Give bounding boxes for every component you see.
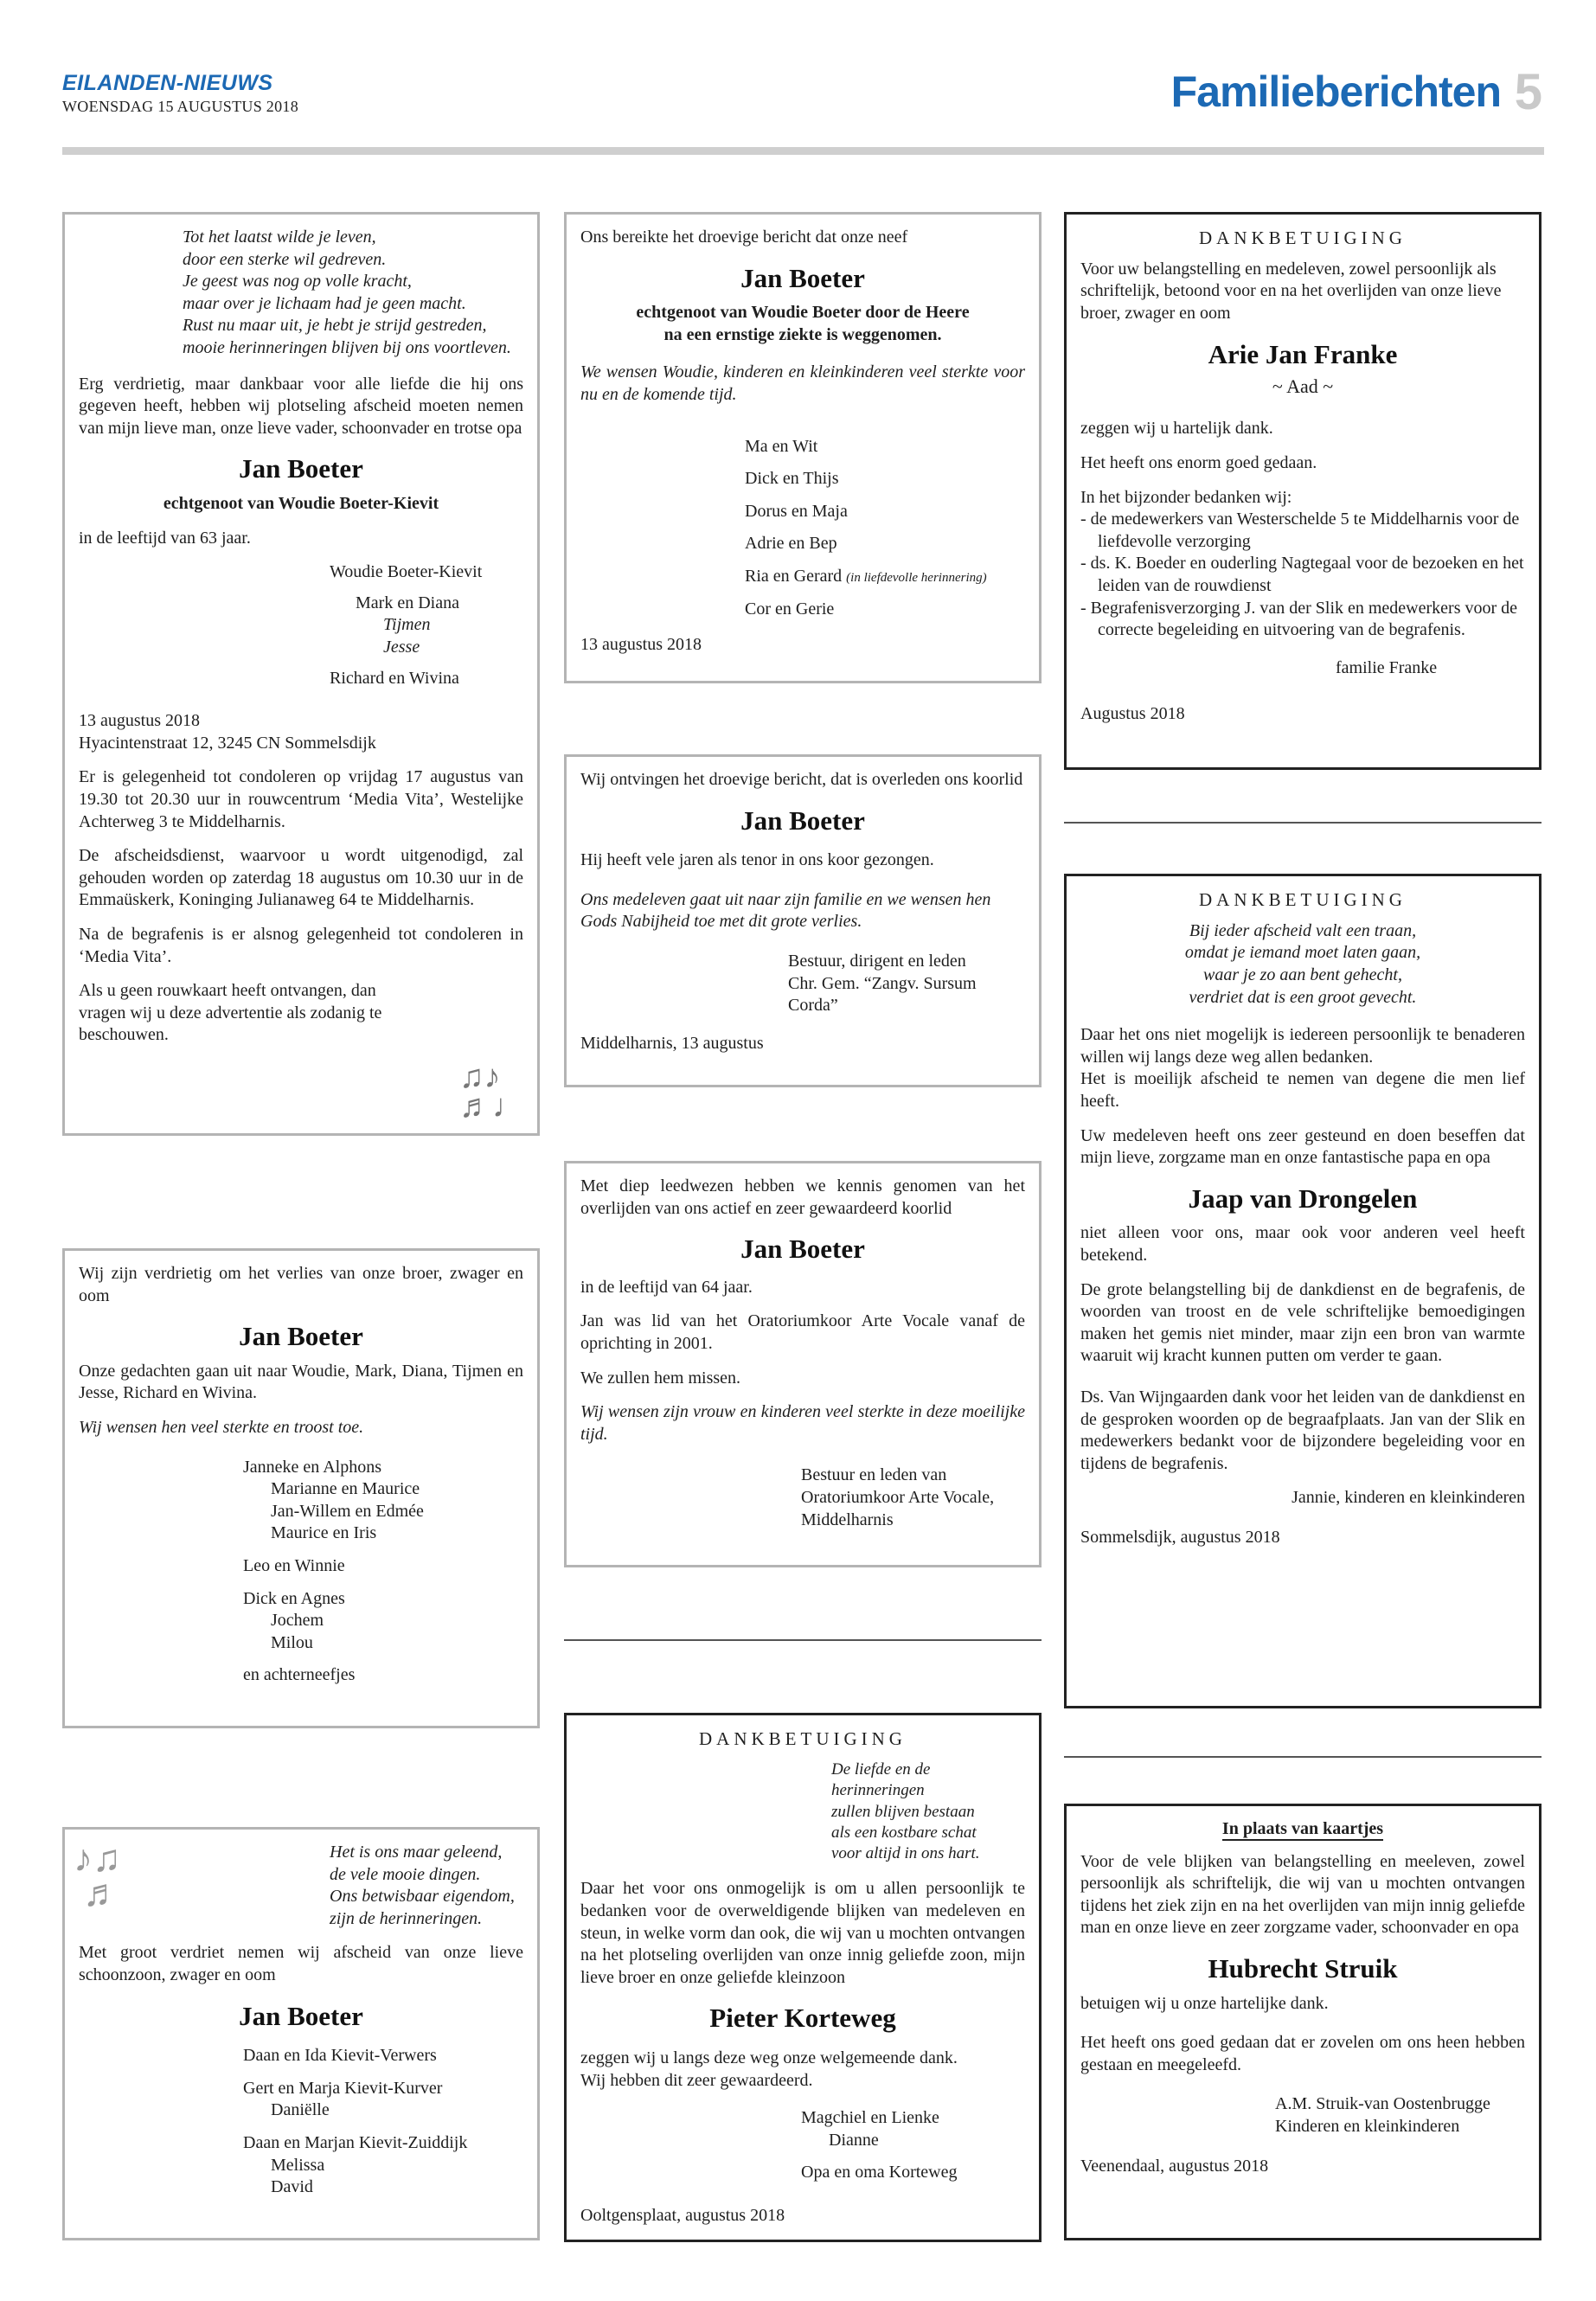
masthead-logo: EILANDEN-NIEUWS xyxy=(62,71,273,95)
family-member: Melissa xyxy=(271,2155,325,2175)
signature-line: Oratoriumkoor Arte Vocale, xyxy=(801,1488,995,1508)
special-thanks-text: In het bijzonder bedanken wij: xyxy=(1080,487,1292,507)
intro-text: Erg verdrietig, maar dankbaar voor alle liefde die hij ons gegeven heeft, hebben wij plotseling afscheid moeten nemen van mijn lieve man, onze lieve vader, schoonvader en trotse opa xyxy=(79,374,523,438)
card-notice: Als u geen rouwkaart heeft ontvangen, dan vragen wij u deze advertentie als zodanig te beschouwen. xyxy=(79,981,382,1045)
family-list xyxy=(79,2045,523,2199)
signature-line: Dianne xyxy=(829,2130,879,2150)
signature xyxy=(580,1465,1025,1531)
deceased-name: Pieter Korteweg xyxy=(709,2003,896,2034)
family-list xyxy=(79,561,523,689)
poem-line: Ons betwisbaar eigendom, xyxy=(330,1887,515,1907)
miss-text: We zullen hem missen. xyxy=(580,1368,741,1388)
page-number: 5 xyxy=(1514,64,1542,120)
thanks-text xyxy=(580,2048,1025,2092)
poem-line: de vele mooie dingen. xyxy=(330,1864,481,1884)
deceased-name: Arie Jan Franke xyxy=(1208,338,1398,369)
heading: DANKBETUIGING xyxy=(1199,228,1407,248)
date: 13 augustus 2018 xyxy=(580,635,702,655)
signature-line: Opa en oma Korteweg xyxy=(801,2163,958,2182)
subtitle-line: na een ernstige ziekte is weggenomen. xyxy=(663,324,942,344)
intro-text: Voor uw belangstelling en medeleven, zowel persoonlijk als schriftelijk, betoond voor en na het overlijden van onze lieve broer, zwager en oom xyxy=(1080,259,1502,324)
signature-line: Bestuur, dirigent en leden xyxy=(788,952,966,971)
poem-line: zullen blijven bestaan xyxy=(831,1802,975,1821)
family-member xyxy=(745,566,1025,588)
signature-line: Kinderen en kleinkinderen xyxy=(1275,2117,1460,2137)
family-member: Adrie en Bep xyxy=(745,534,837,554)
thank-you-ad-struik xyxy=(1064,1804,1542,2240)
obituary-ad-siblings xyxy=(62,1248,540,1728)
minister-thanks-text: Ds. Van Wijngaarden dank voor het leiden van de dankdienst en de gesproken woorden op de begraafplaats. Jan van der Slik en medewerkers bedankt voor de bijzondere begeleiding voor en tijdens de begrafenis. xyxy=(1080,1388,1525,1473)
family-member: Daan en Ida Kievit-Verwers xyxy=(243,2046,437,2066)
age-text: in de leeftijd van 63 jaar. xyxy=(79,528,251,548)
family-member: Milou xyxy=(271,1632,313,1652)
age-text: in de leeftijd van 64 jaar. xyxy=(580,1277,753,1297)
poem-line: waar je zo aan bent gehecht, xyxy=(1203,965,1402,985)
thanks-bullet: - de medewerkers van Westerschelde 5 te Middelharnis voor de liefdevolle verzorging xyxy=(1080,510,1520,551)
obituary-ad-in-laws xyxy=(62,1827,540,2240)
poem-line: De liefde en de herinneringen xyxy=(831,1759,931,1800)
family-member: Dick en Thijs xyxy=(745,469,839,489)
family-member: Daniëlle xyxy=(271,2100,330,2120)
deceased-name: Jan Boeter xyxy=(239,453,363,484)
column-separator xyxy=(1064,822,1542,824)
wish-text: Wij wensen zijn vrouw en kinderen veel sterkte in deze moeilijke tijd. xyxy=(580,1402,1025,1444)
poem-line: als een kostbare schat xyxy=(831,1823,977,1842)
family-member: David xyxy=(271,2177,313,2197)
poem-line: Bij ieder afscheid valt een traan, xyxy=(1189,920,1417,940)
family-member: en achterneefjes xyxy=(243,1665,356,1685)
poem-line: maar over je lichaam had je geen macht. xyxy=(183,293,466,313)
thank-you-ad-van-drongelen xyxy=(1064,874,1542,1708)
poem-line: Je geest was nog op volle kracht, xyxy=(183,272,412,292)
poem xyxy=(1080,920,1525,1009)
deceased-name: Jan Boeter xyxy=(740,1234,865,1265)
after-burial-info: Na de begrafenis is er alsnog gelegenheid tot condoleren in ‘Media Vita’. xyxy=(79,924,523,966)
family-member: Leo en Winnie xyxy=(243,1556,345,1576)
poem-line: zijn de herinneringen. xyxy=(330,1908,483,1928)
thank-you-ad-korteweg xyxy=(564,1713,1042,2242)
family-member: Cor en Gerie xyxy=(745,599,835,619)
deceased-name: Hubrecht Struik xyxy=(1208,1952,1398,1984)
family-member: Tijmen xyxy=(383,615,431,635)
thanks-bullet: - ds. K. Boeder en ouderling Nagtegaal voor de bezoeken en het leiden van de rouwdienst xyxy=(1080,554,1524,596)
condolence-info: Er is gelegenheid tot condoleren op vrijdag 17 augustus van 19.30 tot 20.30 uur in rouwcentrum ‘Media Vita’, Westelijke Achterweg 3 te Middelharnis. xyxy=(79,767,523,831)
column-separator xyxy=(564,1639,1042,1641)
thank-you-ad-franke xyxy=(1064,212,1542,770)
date: Middelharnis, 13 augustus xyxy=(580,1033,764,1053)
signature-line: Magchiel en Lienke xyxy=(801,2108,939,2128)
family-member: Marianne en Maurice xyxy=(271,1479,420,1499)
family-member: Dick en Agnes xyxy=(243,1588,345,1608)
signature xyxy=(580,951,1025,1017)
poem-line: voor altijd in ons hart. xyxy=(831,1844,980,1863)
thanks-line: zeggen wij u langs deze weg onze welgemeende dank. xyxy=(580,2048,958,2068)
memorial-note: (in liefdevolle herinnering) xyxy=(846,571,987,586)
signature: Jannie, kinderen en kleinkinderen xyxy=(1292,1488,1525,1508)
support-text: Uw medeleven heeft ons zeer gesteund en doen beseffen dat mijn lieve, zorgzame man en onze fantastische papa en opa xyxy=(1080,1125,1525,1168)
interest-text: De grote belangstelling bij de dankdienst en de begrafenis, de woorden van troost en de vele schriftelijke bemoedigingen maken het gemis niet minder, maar zijn een bron van warmte waaruit wij kracht kunnen putten om verder te gaan. xyxy=(1080,1279,1525,1366)
family-member: Janneke en Alphons xyxy=(243,1457,381,1477)
tenor-text: Hij heeft vele jaren als tenor in ons koor gezongen. xyxy=(580,850,934,870)
thanks-text: zeggen wij u hartelijk dank. xyxy=(1080,419,1273,439)
service-info: De afscheidsdienst, waarvoor u wordt uitgenodigd, zal gehouden worden op zaterdag 18 augustus om 10.30 uur in de Emmaüskerk, Koninging Julianaweg 64 te Middelharnis. xyxy=(79,846,523,910)
support-text: Het heeft ons goed gedaan dat er zovelen om ons heen hebben gestaan en meegeleefd. xyxy=(1080,2033,1525,2074)
effect-text: Het heeft ons enorm goed gedaan. xyxy=(1080,453,1317,473)
family-member: Woudie Boeter-Kievit xyxy=(330,562,483,582)
obituary-ad-choir-sursum-corda xyxy=(564,754,1042,1087)
family-member-name: Ria en Gerard xyxy=(745,567,843,586)
signature: familie Franke xyxy=(1336,657,1438,677)
membership-text: Jan was lid van het Oratoriumkoor Arte Vocale vanaf de oprichting in 2001. xyxy=(580,1311,1025,1354)
intro-text: Voor de vele blijken van belangstelling en meeleven, zowel persoonlijk als schriftelijk, die wij van u mochten ontvangen tijdens het ziek zijn en na het overlijden van mijn innig geliefde man en onze lieve en zeer zorgzame vader, schoonvader en opa xyxy=(1080,1851,1525,1938)
heading xyxy=(1080,1818,1525,1841)
address: Hyacintenstraat 12, 3245 CN Sommelsdijk xyxy=(79,733,376,753)
poem-line: Het is ons maar geleend, xyxy=(330,1843,503,1862)
obituary-ad-nephew xyxy=(564,212,1042,683)
farewell-text: Het is moeilijk afscheid te nemen van degene die men lief heeft. xyxy=(1080,1069,1525,1112)
family-member: Jan-Willem en Edmée xyxy=(271,1501,424,1521)
intro-text: Met diep leedwezen hebben we kennis genomen van het overlijden van ons actief en zeer gewaardeerd koorlid xyxy=(580,1176,1025,1218)
deceased-name: Jaap van Drongelen xyxy=(1188,1183,1418,1214)
intro-text: Daar het voor ons onmogelijk is om u allen persoonlijk te bedanken voor de overweldigende blijken van medeleven en steun, in welke vorm dan ook, die wij van u mochten ontvangen na het plotseling overlijden van onze innig geliefde zoon, mijn lieve broer en onze geliefde kleinzoon xyxy=(580,1879,1025,1987)
heading-text: In plaats van kaartjes xyxy=(1222,1819,1383,1841)
intro-text: Ons bereikte het droevige bericht dat onze neef xyxy=(580,228,908,247)
nickname: ~ Aad ~ xyxy=(1272,375,1334,398)
wish-text: Ons medeleven gaat uit naar zijn familie en we wensen hen Gods Nabijheid toe met dit grote verlies. xyxy=(580,889,991,932)
intro-text: Wij zijn verdrietig om het verlies van onze broer, zwager en oom xyxy=(79,1264,523,1305)
subtitle xyxy=(580,302,1025,346)
section-title: Familieberichten xyxy=(1170,67,1501,116)
family-member: Mark en Diana xyxy=(356,593,459,612)
subtitle-line: echtgenoot van Woudie Boeter door de Heere xyxy=(636,303,970,323)
thoughts-text: Onze gedachten gaan uit naar Woudie, Mark, Diana, Tijmen en Jesse, Richard en Wivina. xyxy=(79,1361,523,1403)
poem xyxy=(79,1842,523,1930)
subtitle: echtgenoot van Woudie Boeter-Kievit xyxy=(163,494,439,514)
family-member: Richard en Wivina xyxy=(330,668,459,688)
wish-text: Wij wensen hen veel sterkte en troost toe. xyxy=(79,1418,364,1438)
music-notes-icon: ♪♫ ♬ xyxy=(74,1837,121,1914)
signature-line: A.M. Struik-van Oostenbrugge xyxy=(1275,2094,1490,2114)
thanks-text: betuigen wij u onze hartelijke dank. xyxy=(1080,1993,1329,2013)
family-member: Daan en Marjan Kievit-Zuiddijk xyxy=(243,2133,468,2153)
deceased-name: Jan Boeter xyxy=(239,1321,363,1352)
signature xyxy=(580,2107,1025,2184)
deceased-name: Jan Boeter xyxy=(740,262,865,293)
wish-text: We wensen Woudie, kinderen en kleinkinderen veel sterkte voor nu en de komende tijd. xyxy=(580,362,1025,405)
thanks-bullet: - Begrafenisverzorging J. van der Slik en medewerkers voor de correcte begeleiding en uitvoering van de begrafenis. xyxy=(1080,598,1518,640)
meaning-text: niet alleen voor ons, maar ook voor anderen veel heeft betekend. xyxy=(1080,1223,1525,1266)
deceased-name: Jan Boeter xyxy=(740,804,865,836)
family-member: Maurice en Iris xyxy=(271,1523,377,1543)
date: Augustus 2018 xyxy=(1080,704,1185,724)
music-notes-icon: ♫♪ ♬♩ xyxy=(459,1058,525,1125)
poem-line: mooie herinneringen blijven bij ons voortleven. xyxy=(183,337,511,357)
intro-text: Met groot verdriet nemen wij afscheid van onze lieve schoonzoon, zwager en oom xyxy=(79,1943,523,1984)
family-list xyxy=(580,436,1025,621)
signature-line: Chr. Gem. “Zangv. Sursum Corda” xyxy=(788,973,977,1016)
column-separator xyxy=(1064,1756,1542,1758)
family-member: Dorus en Maja xyxy=(745,501,848,521)
heading: DANKBETUIGING xyxy=(699,1728,907,1749)
heading: DANKBETUIGING xyxy=(1199,889,1407,910)
poem-line: Rust nu maar uit, je hebt je strijd gestreden, xyxy=(183,316,487,336)
poem-line: verdriet dat is een groot gevecht. xyxy=(1189,987,1417,1007)
obituary-ad-arte-vocale xyxy=(564,1161,1042,1567)
signature xyxy=(1080,2093,1525,2138)
obituary-ad-family xyxy=(62,212,540,1136)
family-member: Jochem xyxy=(271,1611,324,1631)
family-member: Gert en Marja Kievit-Kurver xyxy=(243,2078,443,2098)
poem-line: door een sterke wil gedreven. xyxy=(183,249,387,269)
date: Ooltgensplaat, augustus 2018 xyxy=(580,2206,785,2226)
poem-line: Tot het laatst wilde je leven, xyxy=(183,228,376,247)
intro-text: Wij ontvingen het droevige bericht, dat is overleden ons koorlid xyxy=(580,770,1023,789)
family-list xyxy=(79,1457,523,1687)
poem xyxy=(79,227,523,360)
poem xyxy=(580,1759,1025,1865)
signature-line: Bestuur en leden van xyxy=(801,1465,947,1485)
date: Veenendaal, augustus 2018 xyxy=(1080,2156,1269,2176)
issue-date: WOENSDAG 15 AUGUSTUS 2018 xyxy=(62,98,299,115)
deceased-name: Jan Boeter xyxy=(239,2000,363,2031)
thanks-line: Wij hebben dit zeer gewaardeerd. xyxy=(580,2070,813,2090)
date: 13 augustus 2018 xyxy=(79,711,200,731)
signature-line: Middelharnis xyxy=(801,1509,894,1529)
family-member: Ma en Wit xyxy=(745,436,818,456)
family-member: Jesse xyxy=(383,637,420,657)
thanks-text: Daar het ons niet mogelijk is iedereen persoonlijk te benaderen willen wij langs deze weg allen bedanken. xyxy=(1080,1025,1525,1067)
header-rule xyxy=(62,147,1544,155)
poem-line: omdat je iemand moet laten gaan, xyxy=(1184,943,1421,963)
date: Sommelsdijk, augustus 2018 xyxy=(1080,1528,1280,1548)
